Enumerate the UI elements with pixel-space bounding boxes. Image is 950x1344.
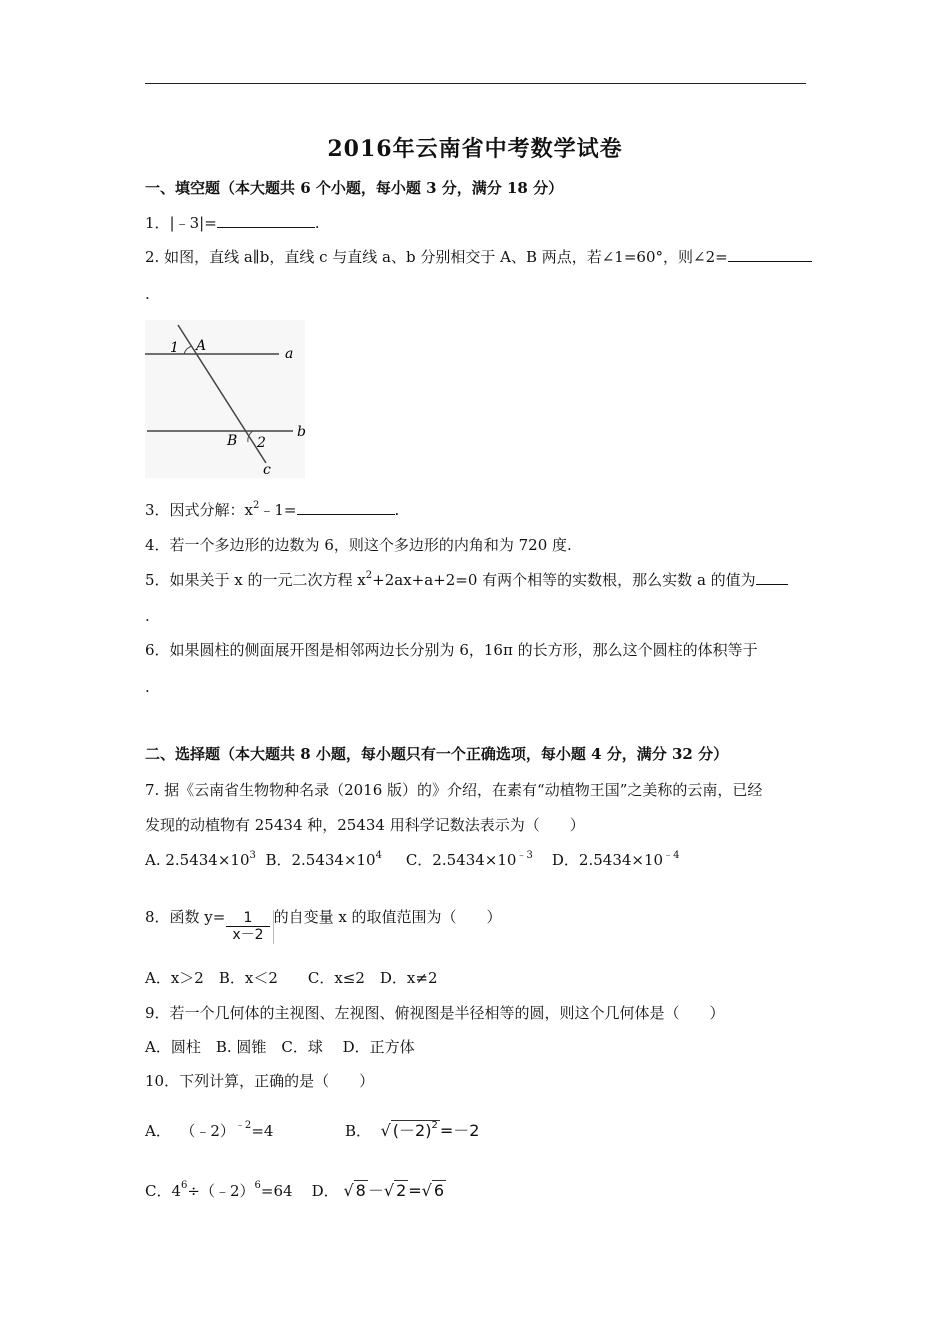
option-c: C．$2.5434\times 10^{﹣3}$	[405, 850, 533, 869]
question-9: 9．若一个几何体的主视图、左视图、俯视图是半径相等的圆，则这个几何体是（ ）	[145, 1004, 725, 1022]
question-7-line1: 7. 据《云南省生物物种名录（2016 版）的》介绍，在素有“动植物王国”之美称的云南，已经	[145, 781, 763, 799]
question-4: 4．若一个多边形的边数为 6，则这个多边形的内角和为 720 度.	[145, 536, 572, 554]
answer-blank	[756, 570, 788, 585]
answer-blank	[728, 247, 812, 262]
option-b: B．$2.5434\times 10^4$	[265, 850, 382, 869]
option-b: B． √ $(-2)^2 =-2$	[345, 1120, 480, 1140]
parallel-lines-figure	[145, 320, 305, 478]
option-d: D．$2.5434\times 10^{﹣4}$	[551, 850, 680, 869]
question-3: 3．因式分解：$x^2﹣1=$ .	[145, 500, 400, 519]
page-title: 2016年云南省中考数学试卷	[327, 136, 623, 162]
question-9-options: A．圆柱 B. 圆锥 C．球 D．正方体	[145, 1038, 415, 1056]
question-10-options-cd	[145, 1180, 446, 1201]
fraction: $\frac{1}{x-2}$	[225, 910, 273, 944]
question-2-end: .	[145, 285, 150, 303]
option-a: A. $2.5434\times 10^3$	[145, 850, 256, 869]
label-a: a	[285, 346, 294, 362]
label-b: b	[297, 424, 306, 440]
question-6-end: .	[145, 678, 150, 696]
question-6: 6．如果圆柱的侧面展开图是相邻两边长分别为 6，16π 的长方形，那么这个圆柱的体积等于	[145, 641, 758, 659]
question-7-options	[145, 850, 679, 870]
label-A: A	[196, 338, 207, 354]
header-rule	[145, 83, 806, 84]
section2-heading: 二、选择题（本大题共 8 小题，每小题只有一个正确选项，每小题 4 分，满分 32 分）	[145, 745, 729, 763]
section1-heading: 一、填空题（本大题共 6 个小题，每小题 3 分，满分 18 分）	[145, 179, 564, 197]
question-10: 10．下列计算，正确的是（ ）	[145, 1072, 375, 1090]
question-8: 8．函数 y= $\frac{1}{x-2}$ 的自变量 x 的取值范围为（ ）	[145, 908, 502, 943]
question-1: 1．|﹣3|= .	[145, 214, 320, 232]
option-d: D． √ 8 －√ 2 =√ 6	[311, 1181, 445, 1200]
label-2: 2	[257, 435, 266, 451]
sqrt-expression: √ 8 －√ 2 =√ 6	[343, 1181, 445, 1200]
option-a: A． （﹣2）$^{﹣2}$=4	[145, 1120, 274, 1140]
question-7-line2: 发现的动植物有 25434 种，25434 用科学记数法表示为（ ）	[145, 816, 585, 834]
question-5: 5．如果关于 x 的一元二次方程 $x^2+2ax+a+2=0$ 有两个相等的实数根，那么实数 a 的值为	[145, 570, 788, 590]
question-2: 2. 如图，直线 a∥b，直线 c 与直线 a、b 分别相交于 A、B 两点，若∠1=60°，则∠2=	[145, 247, 812, 267]
question-5-end: .	[145, 607, 150, 625]
label-B: B	[227, 433, 238, 449]
label-1: 1	[170, 340, 179, 356]
question-10-options-ab	[145, 1120, 479, 1141]
label-c: c	[263, 462, 271, 478]
option-c: C．$4^6\div(﹣2)^6=64$	[145, 1180, 293, 1200]
sqrt-expression: √ $(-2)^2 =-2$	[380, 1120, 480, 1140]
answer-blank	[297, 500, 395, 515]
answer-blank	[217, 213, 315, 228]
question-8-options: A．x＞2 B．x＜2 C．x≤2 D．x≠2	[145, 969, 438, 987]
